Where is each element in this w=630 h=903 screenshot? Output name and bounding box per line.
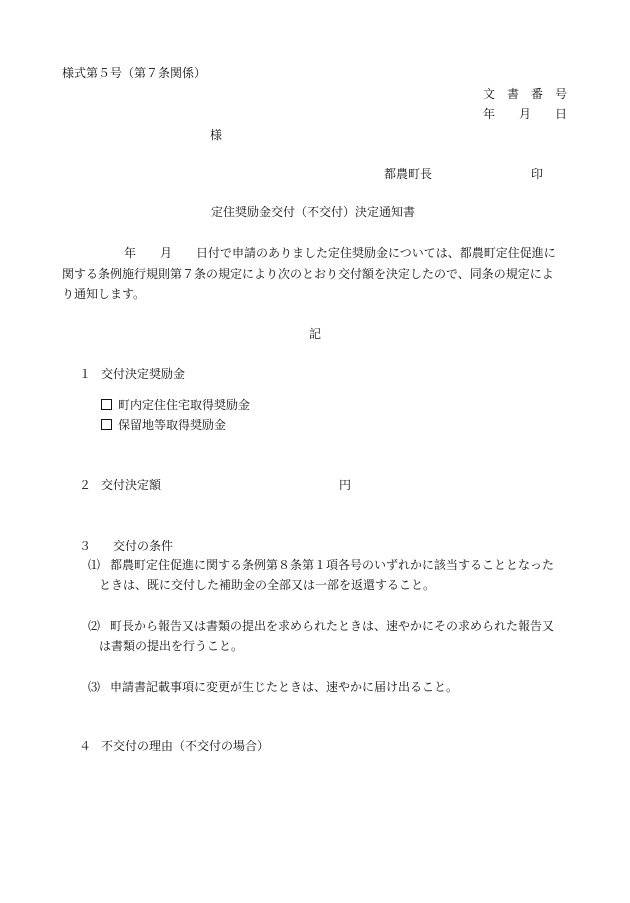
issuer-name: 都農町長: [384, 167, 433, 181]
section-4-title: 不交付の理由（不交付の場合）: [101, 739, 270, 753]
body-line-3: り通知します。: [62, 287, 146, 301]
body-line-1: [124, 245, 556, 261]
checkbox-icon[interactable]: [101, 419, 112, 430]
option-checkbox-1[interactable]: [101, 397, 250, 413]
option-label: 町内定住住宅取得奨励金: [118, 398, 251, 412]
date-year-label: 年: [483, 107, 496, 121]
document-title: 定住奨励金交付（不交付）決定通知書: [211, 205, 416, 219]
header-date: [483, 106, 567, 122]
condition-2-line-1: [88, 618, 554, 634]
date-month-label: 月: [519, 107, 532, 121]
section-3-title: 交付の条件: [113, 539, 174, 553]
section-2-number: ２: [79, 478, 92, 492]
checkbox-icon[interactable]: [101, 399, 112, 410]
condition-1-mark: ⑴: [88, 558, 101, 572]
condition-1-text: 都農町定住促進に関する条例第８条第１項各号のいずれかに該当することとなった: [110, 558, 555, 572]
condition-3-line-1: [88, 679, 458, 695]
condition-3-mark: ⑶: [88, 680, 101, 694]
section-4-heading: [79, 738, 269, 754]
ki-marker: 記: [309, 327, 322, 341]
condition-2-mark: ⑵: [88, 619, 101, 633]
section-3-heading: [79, 538, 173, 554]
option-label: 保留地等取得奨励金: [118, 418, 227, 432]
condition-2-line-2: は書類の提出を行うこと。: [99, 639, 244, 653]
body-line-1-text: 日付で申請のありました定住奨励金については、都農町定住促進に: [196, 246, 556, 260]
amount-unit: 円: [339, 478, 352, 492]
issuer-seal: 印: [531, 167, 544, 181]
condition-1-line-1: [88, 557, 554, 573]
condition-3-text: 申請書記載事項に変更が生じたときは、速やかに届け出ること。: [110, 680, 459, 694]
body-date-month: 月: [160, 246, 173, 260]
addressee-suffix: 様: [210, 128, 223, 142]
document-number-label: 文書番号: [483, 87, 580, 101]
form-id: 様式第５号（第７条関係）: [62, 66, 207, 80]
date-day-label: 日: [555, 107, 568, 121]
option-checkbox-2[interactable]: [101, 417, 226, 433]
section-4-number: ４: [79, 739, 92, 753]
condition-2-text: 町長から報告又は書類の提出を求められたときは、速やかにその求められた報告又: [110, 619, 555, 633]
section-1-title: 交付決定奨励金: [101, 367, 186, 381]
section-2-heading: [79, 477, 161, 493]
body-date-year: 年: [124, 246, 137, 260]
section-2-title: 交付決定額: [101, 478, 162, 492]
section-1-heading: [79, 366, 185, 382]
condition-1-line-2: ときは、既に交付した補助金の全部又は一部を返還すること。: [99, 578, 436, 592]
body-line-2: 関する条例施行規則第７条の規定により次のとおり交付額を決定したので、同条の規定によ: [62, 267, 554, 281]
section-3-number: ３: [79, 539, 92, 553]
section-1-number: １: [79, 367, 92, 381]
